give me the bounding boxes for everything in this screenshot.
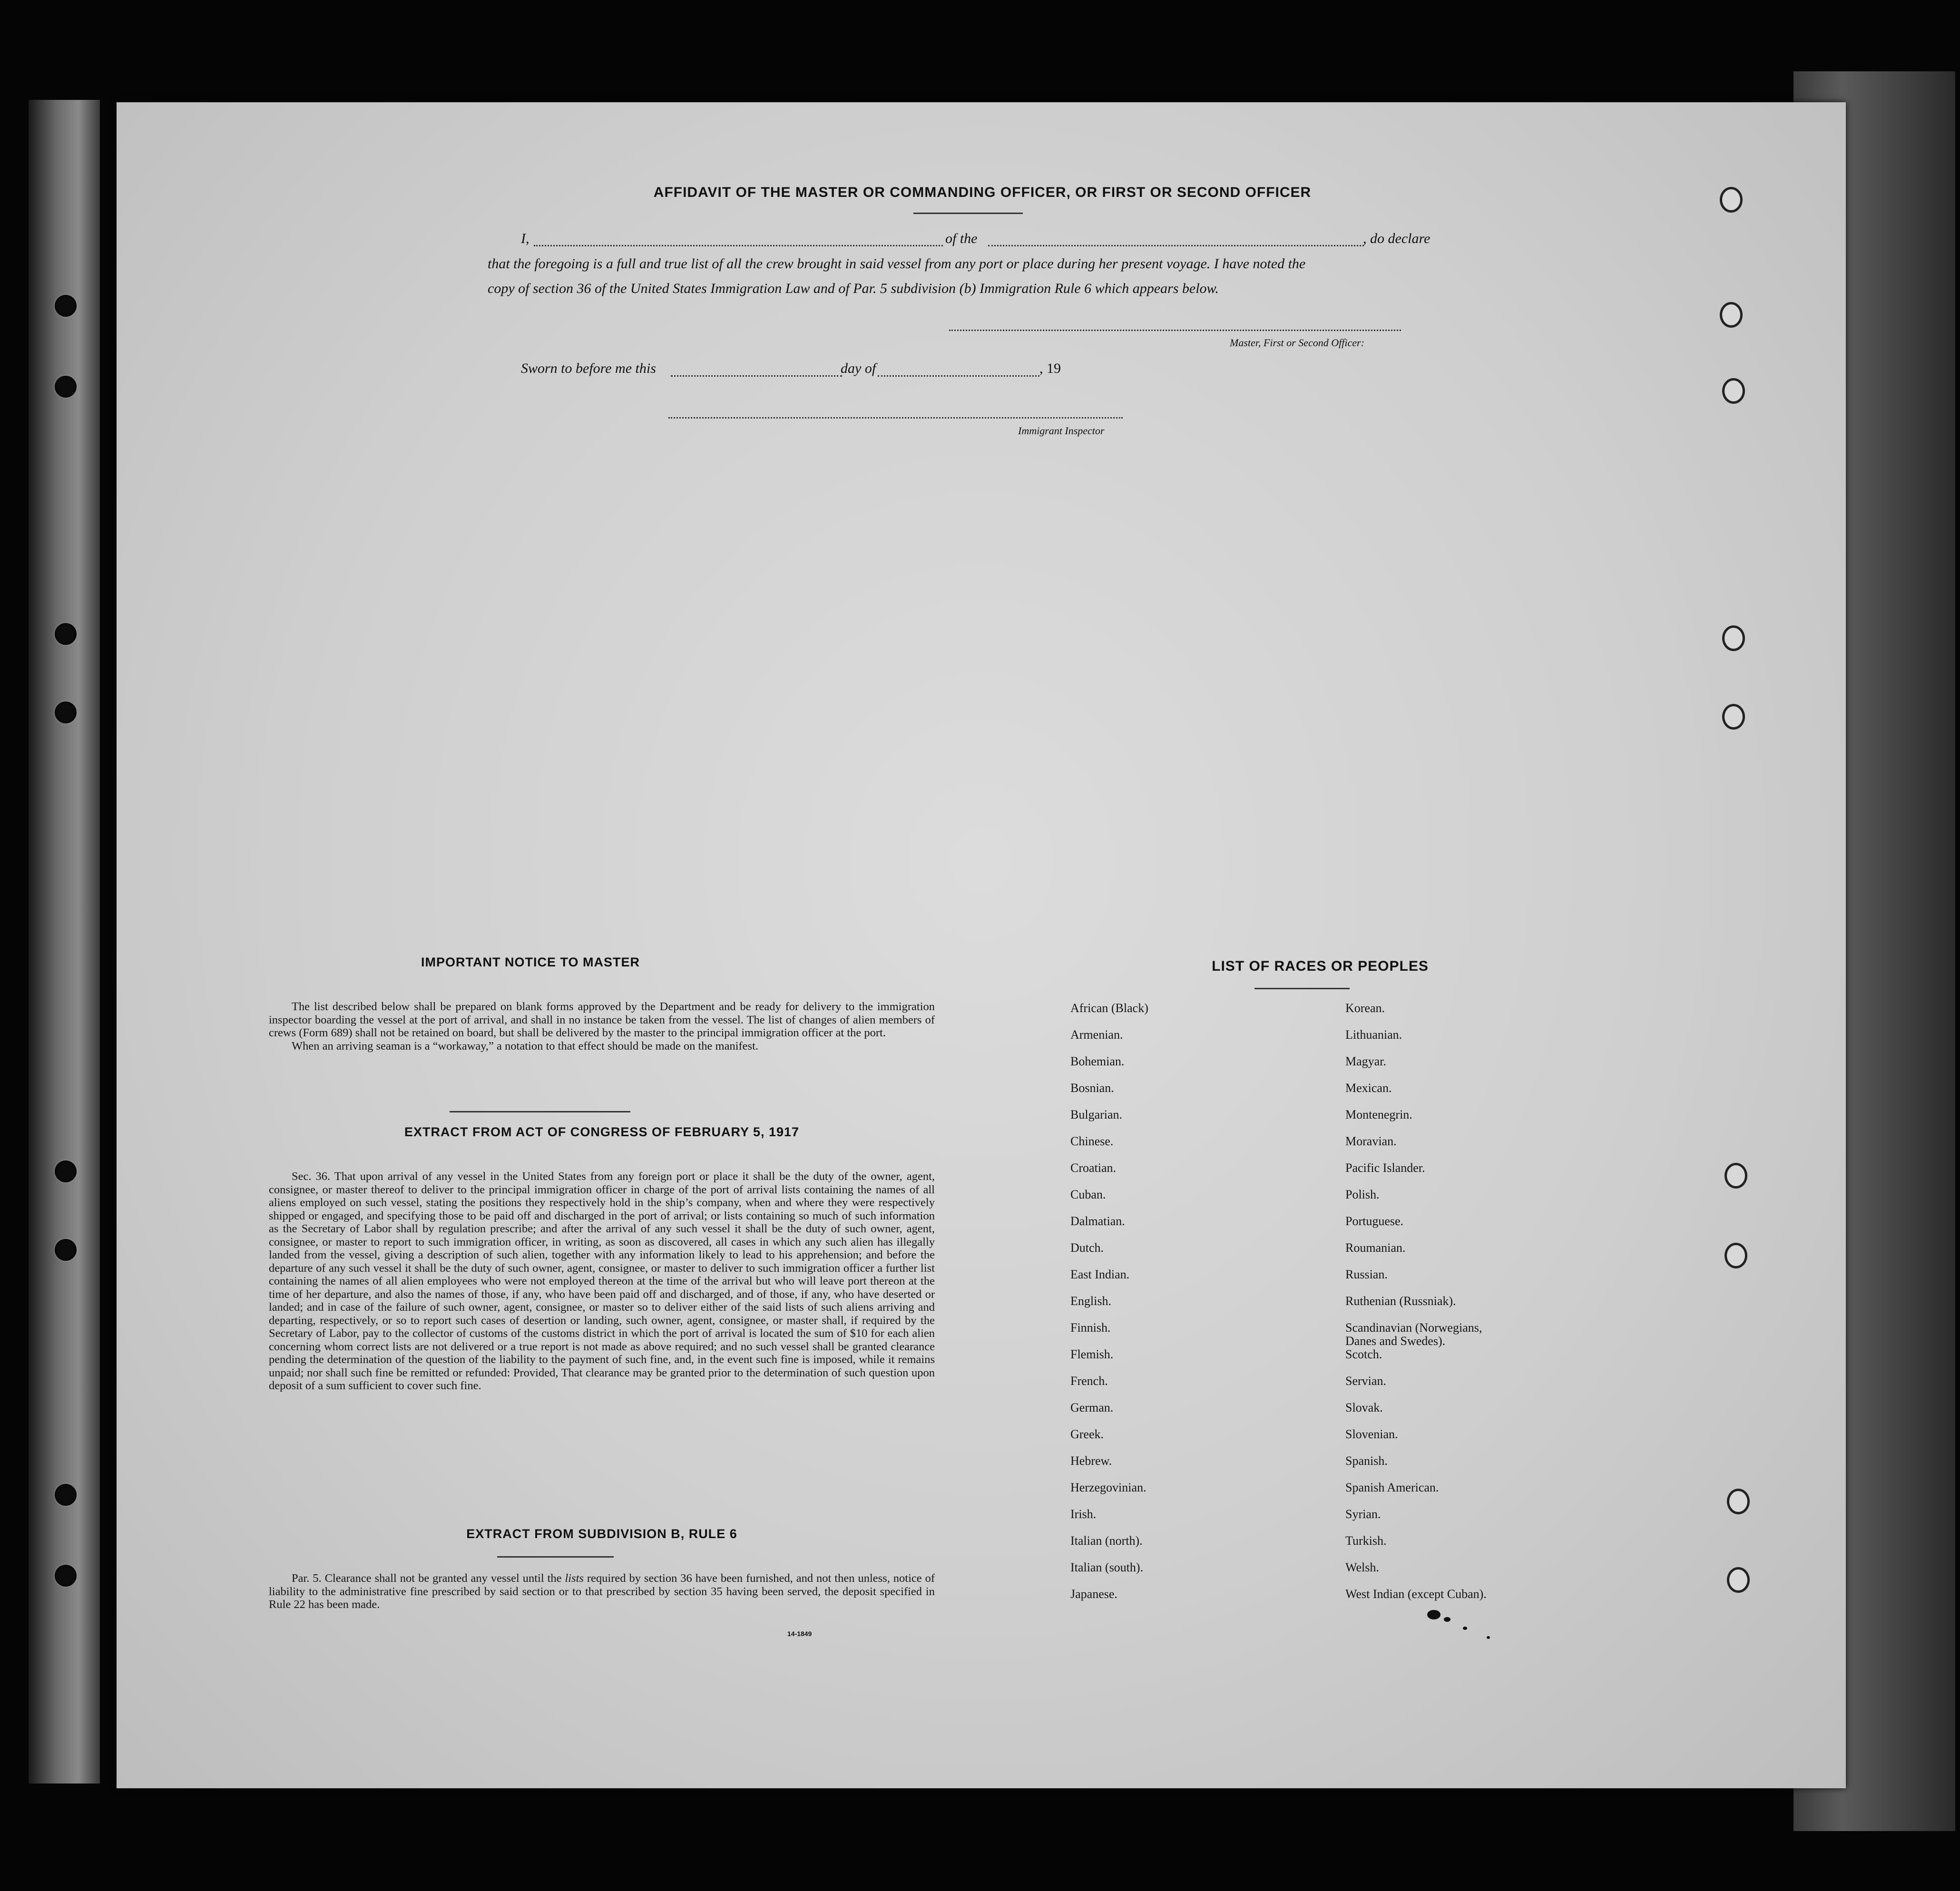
inspector-label: Immigrant Inspector [1018,425,1105,437]
punch-hole [1727,1567,1750,1593]
race-item: Polish. [1345,1188,1380,1201]
affidavit-line1-mid: of the [945,231,978,246]
affidavit-line1-start: I, [521,231,529,246]
inspector-signature-line[interactable] [668,417,1123,419]
rule-text-before: Par. 5. Clearance shall not be granted any vessel until the [292,1572,565,1585]
section-rule [450,1111,630,1112]
race-item: Roumanian. [1345,1241,1406,1255]
race-item: African (Black) [1070,1001,1148,1015]
race-item: Ruthenian (Russniak). [1345,1294,1456,1308]
ink-stain [1444,1617,1450,1622]
punch-hole [1725,1243,1747,1268]
races-title: LIST OF RACES OR PEOPLES [1212,958,1429,974]
sworn-day-field[interactable] [671,375,842,377]
race-item: Slovenian. [1345,1427,1398,1441]
notice-body [269,1000,935,1053]
race-item: Hebrew. [1070,1454,1112,1468]
race-item: English. [1070,1294,1111,1308]
vessel-field[interactable] [988,245,1364,246]
race-item: Greek. [1070,1427,1104,1441]
rule-text-after: required by section 36 have been furnished, and not then unless, notice of liability to the administrative fine prescribed by said section or to that prescribed by section 35 having been served, the deposit specified in Rule 22 has been made. [269,1572,935,1611]
manifest-page [117,102,1846,1788]
race-item: Spanish. [1345,1454,1388,1468]
race-item: Syrian. [1345,1507,1381,1521]
race-item: Croatian. [1070,1161,1117,1175]
affidavit-line1-end: , do declare [1363,231,1431,246]
punch-hole [1722,625,1745,651]
punch-hole [1725,1163,1747,1189]
race-item: Flemish. [1070,1347,1114,1361]
race-item: Pacific Islander. [1345,1161,1425,1175]
race-item: Moravian. [1345,1134,1397,1148]
sworn-end: , 19 [1039,361,1061,376]
race-item: Japanese. [1070,1587,1117,1601]
name-field[interactable] [534,245,943,246]
binder-hole [55,623,77,645]
binder-hole [55,1484,77,1506]
race-item: Cuban. [1070,1188,1106,1201]
race-item: Russian. [1345,1267,1388,1281]
binder-hole [55,295,77,317]
race-item: Korean. [1345,1001,1385,1015]
punch-hole [1720,187,1743,213]
master-signature-line[interactable] [949,330,1401,331]
race-item: Montenegrin. [1345,1108,1412,1121]
notice-para1: The list described below shall be prepared on blank forms approved by the Department and be ready for delivery to the immigration inspector boarding the vessel at the port of arrival, and shall in no instance be taken from the vessel. The list of changes of alien members of crews (Form 689) shall not be retained on board, but shall be delivered by the master to the principal immigration officer at the port. [269,1000,935,1039]
race-item: Bohemian. [1070,1054,1125,1068]
race-item: Scandinavian (Norwegians, Danes and Swedes). [1345,1321,1482,1348]
races-left-column [1070,995,1318,1608]
ink-stain [1427,1610,1441,1619]
binder-hole [55,376,77,398]
extract-act-text: Sec. 36. That upon arrival of any vessel in the United States from any foreign port or place it shall be the duty of the owner, agent, consignee, or master thereof to deliver to the principal immigration officer in charge of the port of arrival lists containing the names of all aliens employed on such vessel, stating the positions they respectively hold in the ship’s company, when and where they were respectively shipped or engaged, and specifying those to be paid off and discharged in the port of arrival; or lists containing so much of such information as the Secretary of Labor shall by regulation prescribe; and after the arrival of any such vessel it shall be the duty of such owner, agent, consignee, or master to report to such immigration officer, in writing, as soon as discovered, all cases in which any such alien has illegally landed from the vessel, giving a description of such alien, together with any information likely to lead to his apprehension; and before the departure of any such vessel it shall be the duty of such owner, agent, consignee, or master to deliver to such immigration officer a further list containing the names of all alien employees who were not employed thereon at the time of the arrival but who will leave port thereon at the time of her departure, and also the names of those, if any, who have been paid off and discharged, and of those, if any, who have deserted or landed; and in case of the failure of such owner, agent, consignee, or master so to deliver either of the said lists of such aliens arriving and departing, respectively, or so to report such cases of desertion or landing, such owner, agent, consignee, or master shall, if required by the Secretary of Labor, pay to the collector of customs of the customs district in which the port of arrival is located the sum of $10 for each alien concerning whom correct lists are not delivered or a true report is not made as above required; and no such vessel shall be granted clearance pending the determination of the question of the liability to the payment of such fine, and, in the event such fine is imposed, while it remains unpaid; nor shall such fine be remitted or refunded: Provided, That clearance may be granted prior to the determination of such question upon deposit of a sum sufficient to cover such fine. [269,1170,935,1392]
race-item: Armenian. [1070,1028,1123,1042]
binder-hole [55,1239,77,1261]
race-item: Dutch. [1070,1241,1104,1255]
rule-text-italic: lists [565,1572,584,1585]
race-item: West Indian (except Cuban). [1345,1587,1487,1601]
sworn-month-field[interactable] [878,375,1039,377]
race-item: Mexican. [1345,1081,1392,1095]
punch-hole [1720,302,1743,328]
section-rule [497,1556,614,1558]
race-item: Slovak. [1345,1401,1383,1414]
race-item: Bosnian. [1070,1081,1114,1095]
race-item: East Indian. [1070,1267,1130,1281]
punch-hole [1722,704,1745,730]
form-number: 14-1849 [787,1630,812,1638]
race-item: Finnish. [1070,1321,1111,1335]
binder-hole [55,702,77,723]
race-item: Italian (north). [1070,1534,1143,1548]
race-item: Welsh. [1345,1560,1379,1574]
affidavit-line3: copy of section 36 of the United States Immigration Law and of Par. 5 subdivision (b) Immigration Rule 6 which appears below. [488,281,1219,296]
punch-hole [1727,1489,1750,1514]
race-item: Turkish. [1345,1534,1387,1548]
ink-stain [1463,1627,1467,1630]
punch-hole [1722,378,1745,404]
race-item: Magyar. [1345,1054,1386,1068]
title-rule [913,213,1023,214]
notice-para2: When an arriving seaman is a “workaway,” a notation to that effect should be made on the manifest. [292,1039,759,1053]
race-item: Dalmatian. [1070,1214,1125,1228]
race-item: Herzegovinian. [1070,1481,1147,1494]
race-item: Chinese. [1070,1134,1114,1148]
affidavit-title: AFFIDAVIT OF THE MASTER OR COMMANDING OFFICER, OR FIRST OR SECOND OFFICER [653,185,1312,200]
affidavit-line2: that the foregoing is a full and true list of all the crew brought in said vessel from any port or place during her present voyage. I have noted the [488,256,1306,272]
binder-hole [55,1565,77,1587]
extract-rule-title: EXTRACT FROM SUBDIVISION B, RULE 6 [466,1527,737,1541]
binder-hole [55,1160,77,1182]
races-rule [1254,988,1350,989]
master-label: Master, First or Second Officer: [1230,337,1364,349]
extract-act-title: EXTRACT FROM ACT OF CONGRESS OF FEBRUARY 5, 1917 [404,1125,800,1139]
race-item: Bulgarian. [1070,1108,1123,1121]
race-item: German. [1070,1401,1114,1414]
notice-title: IMPORTANT NOTICE TO MASTER [421,955,640,969]
sworn-mid: day of [841,361,876,376]
race-item: Italian (south). [1070,1560,1144,1574]
race-item: Scotch. [1345,1347,1382,1361]
race-item: Portuguese. [1345,1214,1404,1228]
race-item: Lithuanian. [1345,1028,1402,1042]
races-right-column [1345,995,1593,1608]
binder-spine [29,100,100,1784]
race-item: Irish. [1070,1507,1097,1521]
race-item: Spanish American. [1345,1481,1439,1494]
race-item: French. [1070,1374,1108,1388]
sworn-start: Sworn to before me this [521,361,656,376]
race-item: Servian. [1345,1374,1386,1388]
ink-stain [1487,1636,1490,1639]
extract-rule-body [269,1572,935,1611]
extract-act-body [269,1170,935,1393]
